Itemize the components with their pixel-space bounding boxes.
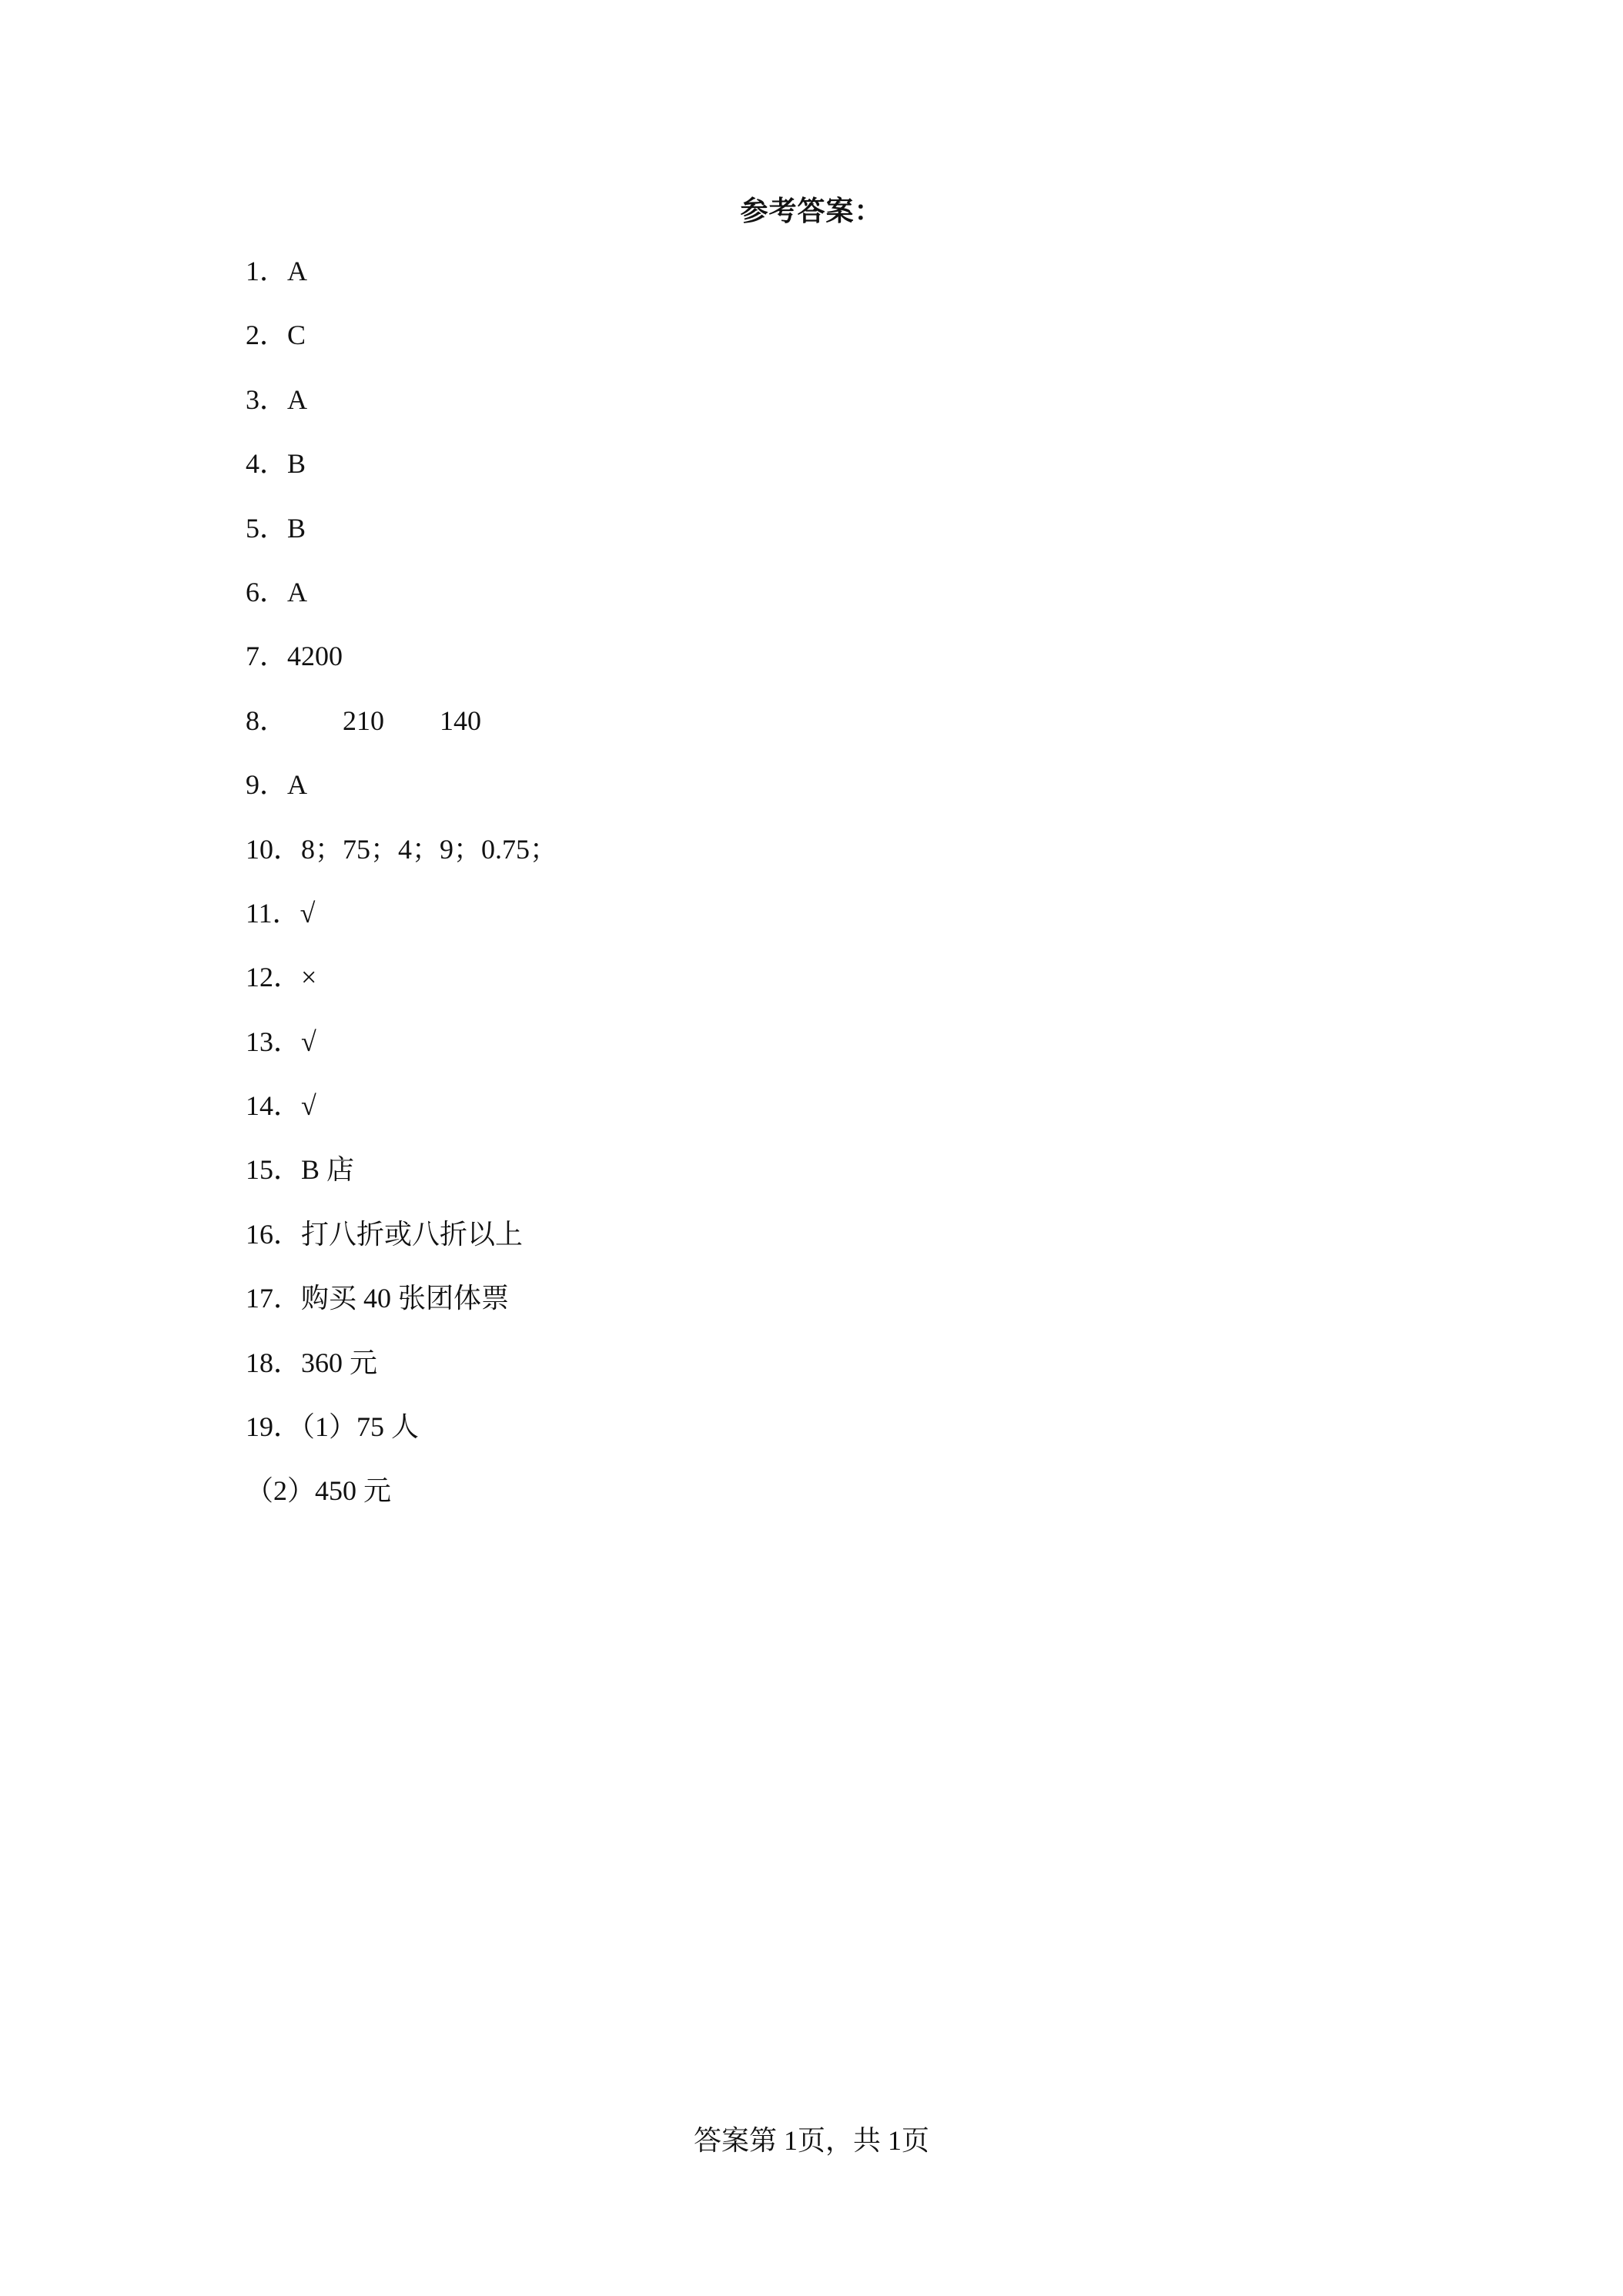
page-title: 参考答案： (740, 196, 883, 226)
answer-item-15: 15．B 店 (246, 1154, 355, 1186)
answer-item-12: 12．× (246, 962, 317, 993)
answer-item-8: 8． 210 140 (246, 705, 481, 736)
answer-item-14: 14．√ (246, 1090, 316, 1122)
answer-item-5: 5．B (246, 512, 306, 544)
answer-item-11: 11．√ (246, 897, 316, 929)
answer-item-7: 7．4200 (246, 641, 343, 672)
answer-item-6: 6．A (246, 576, 307, 607)
answer-item-16: 16．打八折或八折以上 (246, 1218, 524, 1250)
answer-item-17: 17．购买 40 张团体票 (246, 1283, 510, 1314)
answer-item-3: 3．A (246, 383, 307, 415)
page-footer: 答案第 1页，共 1页 (693, 2125, 929, 2156)
answer-item-19: 19．（1）75 人 (246, 1411, 420, 1443)
answer-item-9: 9．A (246, 769, 307, 801)
answer-item-10: 10．8；75；4；9；0.75； (246, 833, 558, 865)
answer-item-4: 4．B (246, 448, 306, 480)
answer-list (246, 257, 557, 1541)
answer-item-1: 1．A (246, 256, 307, 286)
answer-item-13: 13．√ (246, 1026, 316, 1057)
answer-item-18: 18．360 元 (246, 1347, 378, 1378)
answer-item-2: 2．C (246, 320, 306, 351)
answer-item-19-part-2: （2）450 元 (246, 1475, 392, 1507)
